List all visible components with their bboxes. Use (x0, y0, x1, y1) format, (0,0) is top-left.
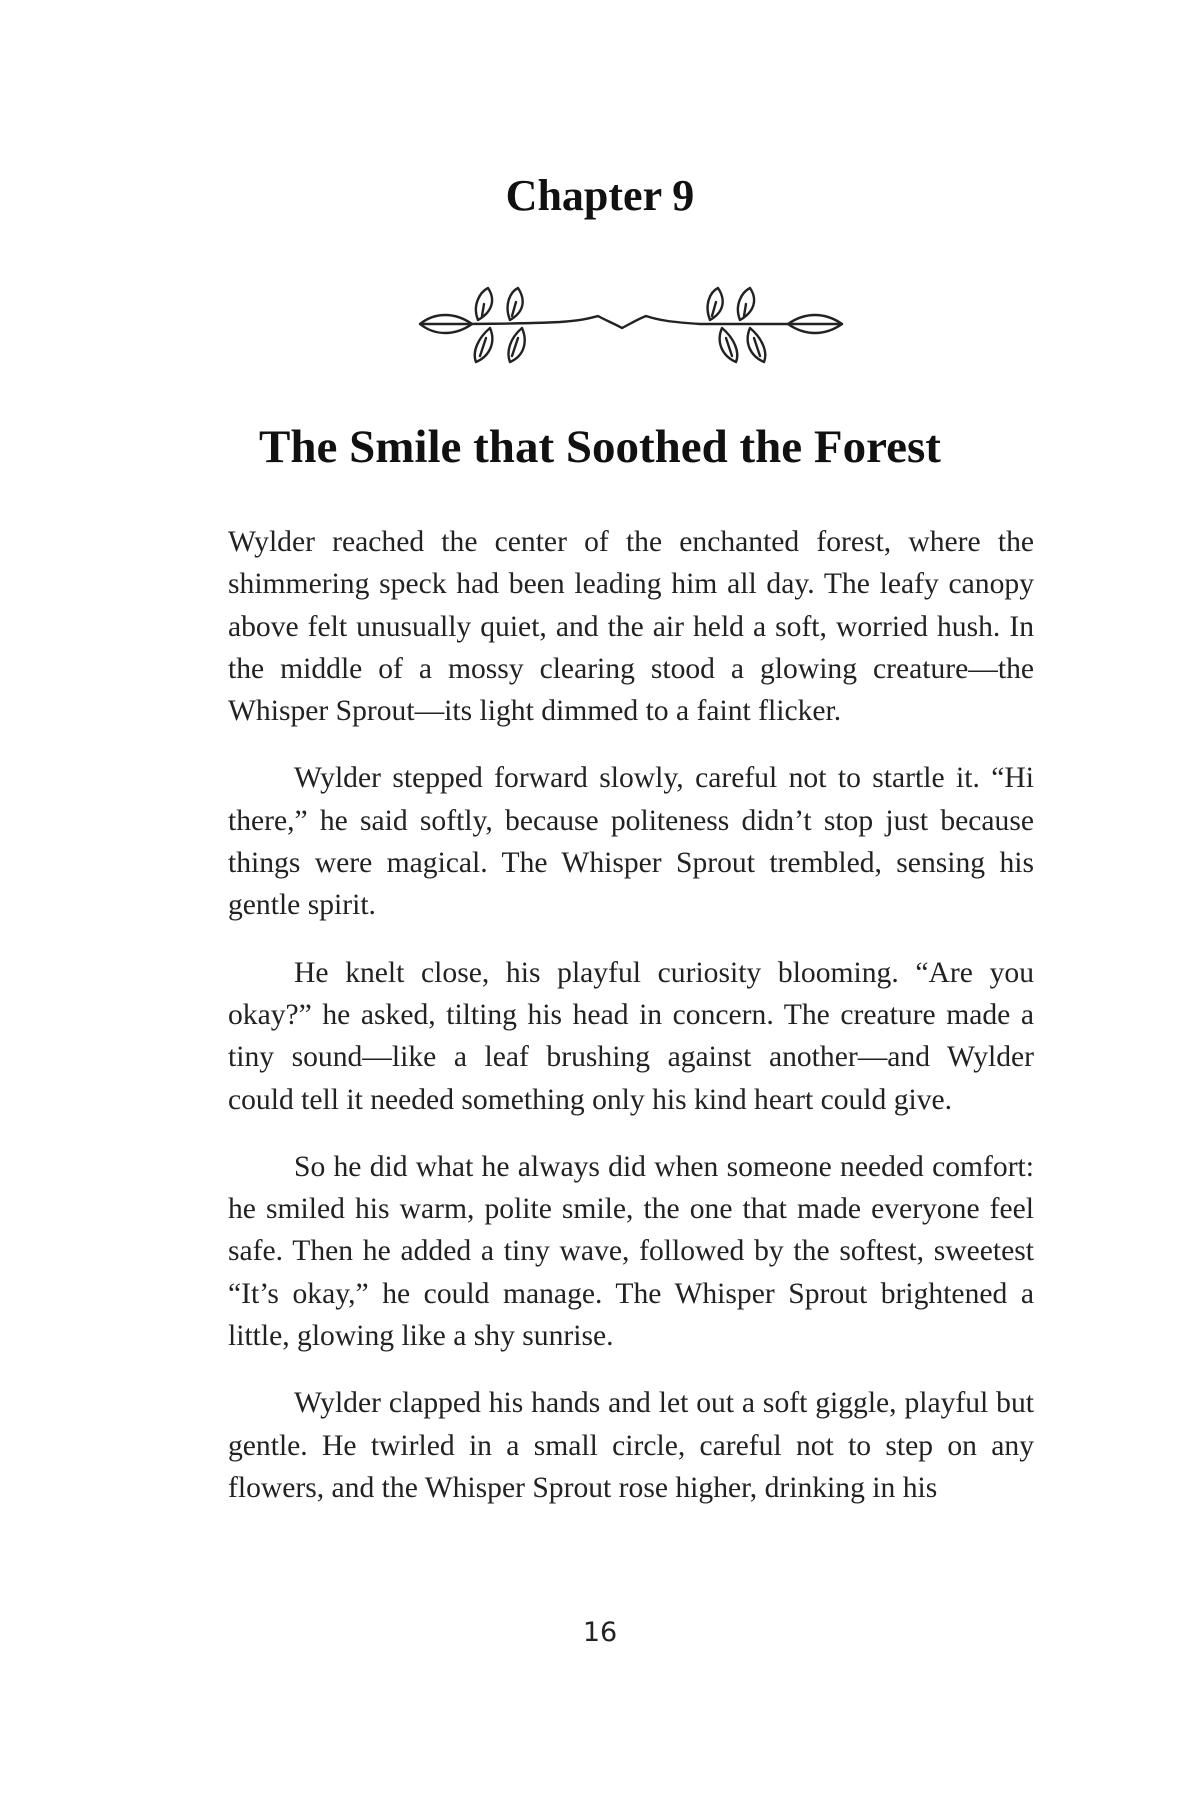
chapter-body (228, 521, 1034, 1534)
leafy-vine-divider-icon (410, 280, 850, 380)
paragraph-5: Wylder clapped his hands and let out a soft giggle, playful but gentle. He twirled in a small circle, careful not to step on any flowers, and the Whisper Sprout rose higher, drinking in his (228, 1387, 1034, 1504)
paragraph-3: He knelt close, his playful curiosity blooming. “Are you okay?” he asked, tilting his head in concern. The creature made a tiny sound—like a leaf brushing against another—and Wylder could tell it needed something only his kind heart could give. (228, 956, 1034, 1116)
chapter-title: The Smile that Soothed the Forest (259, 421, 941, 473)
paragraph-1: Wylder reached the center of the enchanted forest, where the shimmering speck had been leading him all day. The leafy canopy above felt unusually quiet, and the air held a soft, worried hush. In the middle of a mossy clearing stood a glowing creature—the Whisper Sprout—its light dimmed to a faint flicker. (228, 526, 1034, 728)
page-number: 16 (582, 1617, 618, 1648)
paragraph-2: Wylder stepped forward slowly, careful not to startle it. “Hi there,” he said softly, because politeness didn’t stop just because things were magical. The Whisper Sprout trembled, sensing his gentle spirit. (228, 762, 1034, 922)
paragraph-4: So he did what he always did when someone needed comfort: he smiled his warm, polite smile, the one that made everyone feel safe. Then he added a tiny wave, followed by the softest, sweetest “It’s okay,” he could manage. The Whisper Sprout brightened a little, glowing like a shy sunrise. (228, 1150, 1034, 1353)
chapter-heading: Chapter 9 (505, 171, 695, 220)
